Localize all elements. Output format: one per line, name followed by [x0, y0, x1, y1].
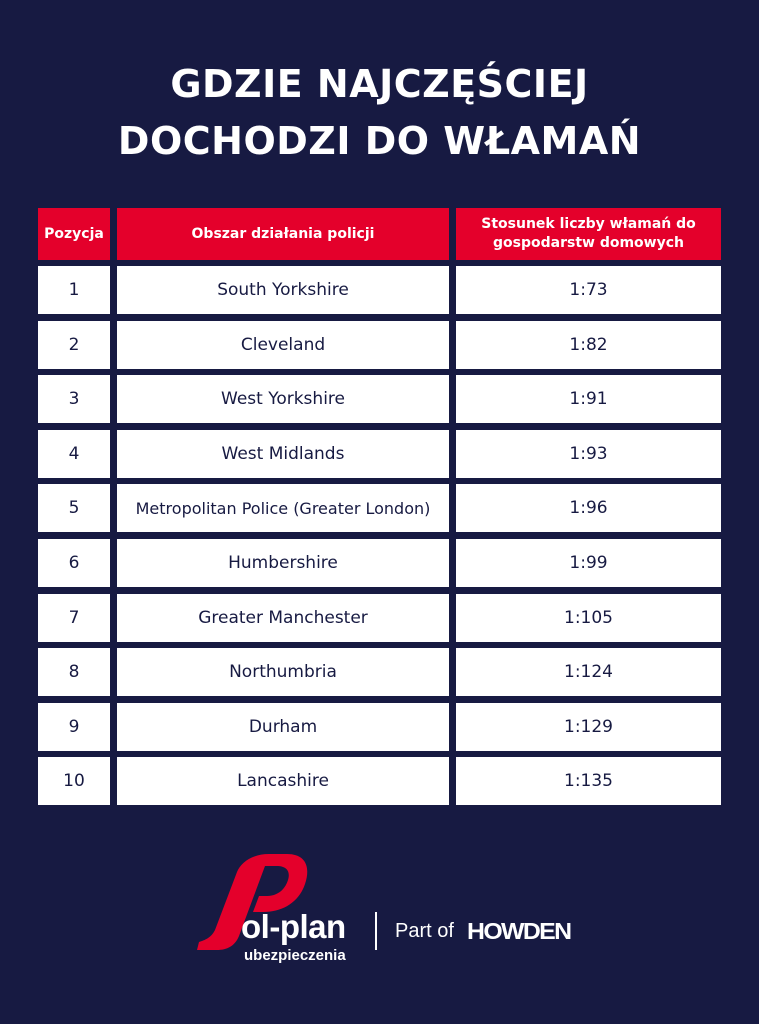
row-area: Cleveland: [117, 321, 449, 369]
brand-subtitle: ubezpieczenia: [244, 947, 346, 964]
row-area: West Midlands: [117, 430, 449, 478]
row-ratio: 1:96: [456, 484, 721, 532]
row-rank: 6: [38, 539, 110, 587]
row-rank: 8: [38, 648, 110, 696]
row-area: Humbershire: [117, 539, 449, 587]
row-area: Durham: [117, 703, 449, 751]
row-ratio: 1:105: [456, 594, 721, 642]
row-area: Northumbria: [117, 648, 449, 696]
logo-divider: [375, 912, 377, 950]
row-area: Lancashire: [117, 757, 449, 805]
row-rank: 5: [38, 484, 110, 532]
brand-name: ol-plan: [241, 908, 346, 945]
header-ratio: [456, 208, 721, 260]
page-title: [0, 56, 759, 170]
row-rank: 3: [38, 375, 110, 423]
header-ratio-line-2: gospodarstw domowych: [493, 235, 684, 251]
row-area: Metropolitan Police (Greater London): [117, 484, 449, 532]
title-line-1: GDZIE NAJCZĘŚCIEJ: [170, 62, 589, 106]
row-rank: 7: [38, 594, 110, 642]
row-ratio: 1:93: [456, 430, 721, 478]
header-ratio-line-1: Stosunek liczby włamań do: [481, 216, 696, 232]
row-ratio: 1:135: [456, 757, 721, 805]
header-area: Obszar działania policji: [117, 208, 449, 260]
row-ratio: 1:91: [456, 375, 721, 423]
row-area: Greater Manchester: [117, 594, 449, 642]
row-area: South Yorkshire: [117, 266, 449, 314]
howden-logo: HOWDEN: [467, 918, 571, 944]
row-area: West Yorkshire: [117, 375, 449, 423]
row-rank: 9: [38, 703, 110, 751]
row-ratio: 1:124: [456, 648, 721, 696]
row-ratio: 1:99: [456, 539, 721, 587]
header-rank: Pozycja: [38, 208, 110, 260]
row-rank: 10: [38, 757, 110, 805]
row-rank: 2: [38, 321, 110, 369]
row-ratio: 1:82: [456, 321, 721, 369]
row-rank: 4: [38, 430, 110, 478]
title-line-2: DOCHODZI DO WŁAMAŃ: [117, 119, 642, 163]
part-of-label: Part of: [395, 920, 454, 942]
row-rank: 1: [38, 266, 110, 314]
row-ratio: 1:73: [456, 266, 721, 314]
row-ratio: 1:129: [456, 703, 721, 751]
